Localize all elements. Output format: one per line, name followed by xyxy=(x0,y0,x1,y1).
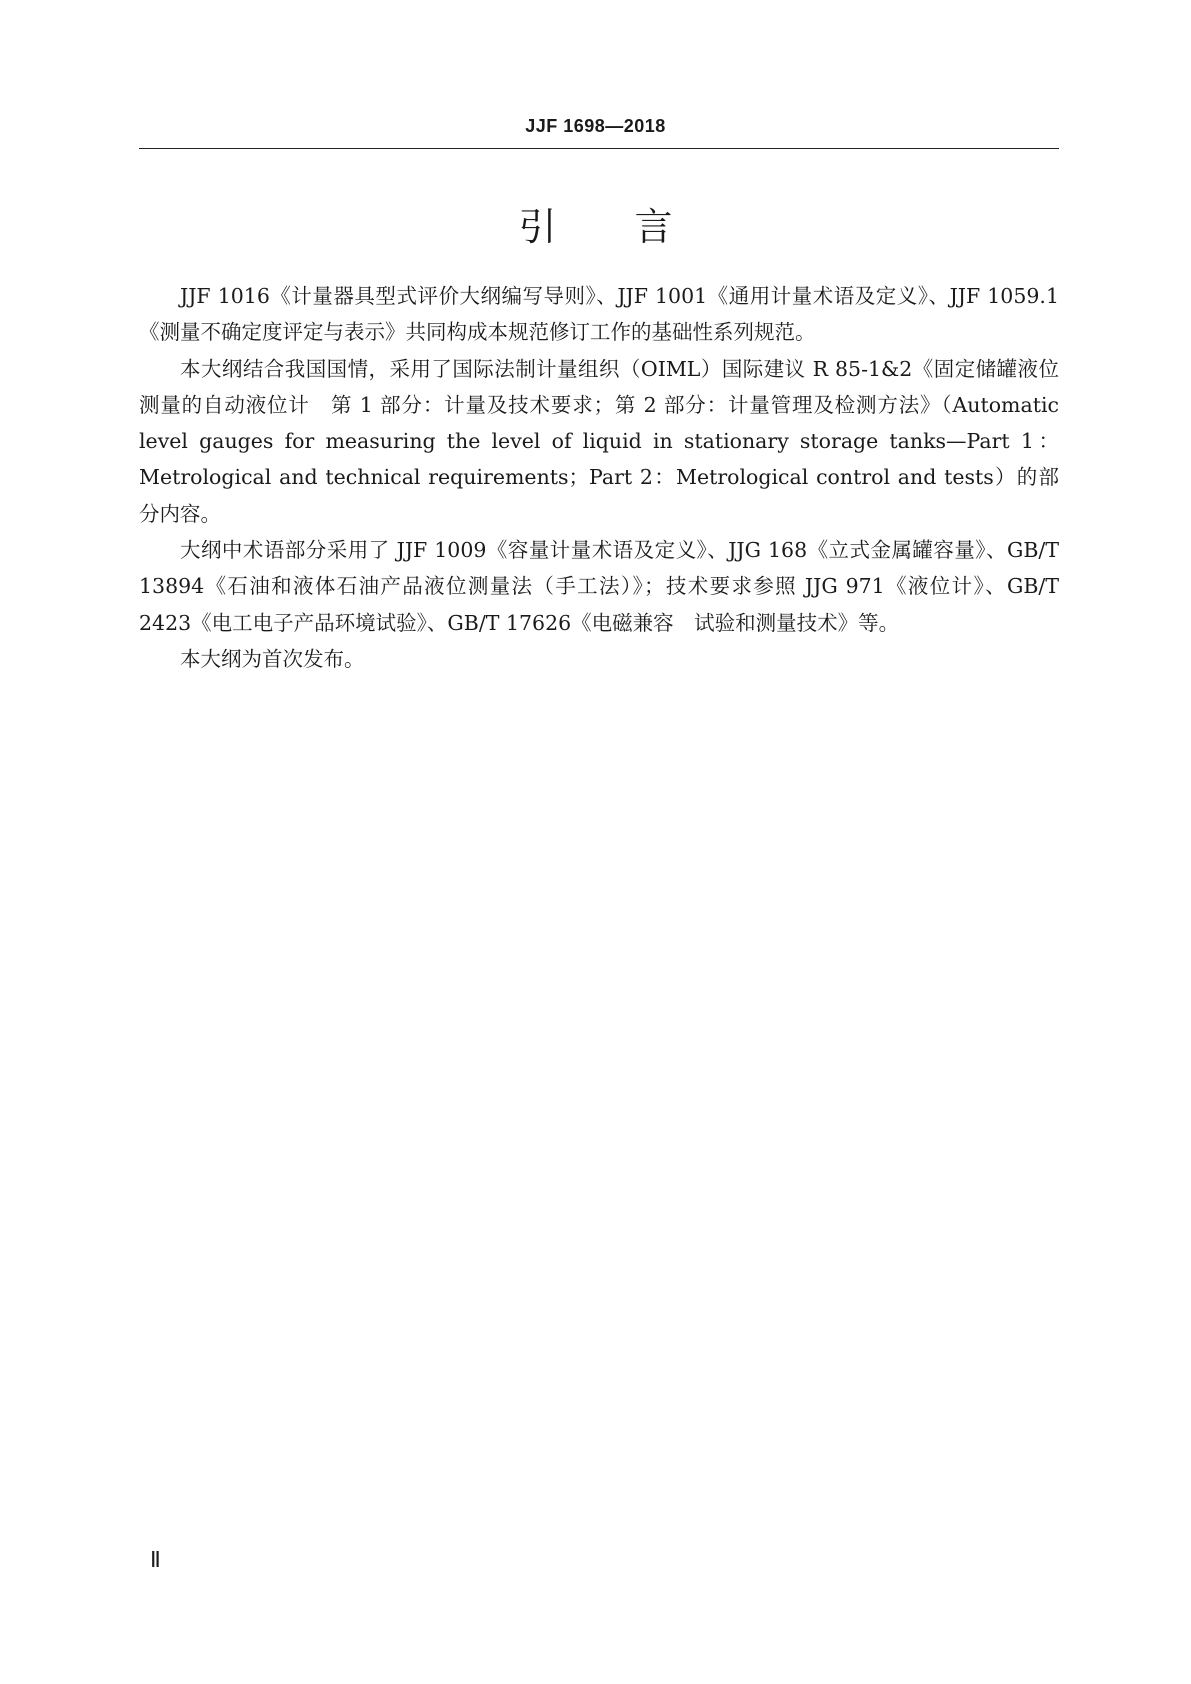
standard-code-header: JJF 1698—2018 xyxy=(525,116,666,136)
paragraph-2: 本大纲结合我国国情，采用了国际法制计量组织（OIML）国际建议 R 85-1&2《固定储罐液位测量的自动液位计 第 1 部分：计量及技术要求；第 2 部分：计量管理及检测方法》（Automatic level gauges for measuring the level of liquid in stationary storage tanks—Part 1：Metrological and technical requirements；Part 2：Metrological control and tests）的部分内容。 xyxy=(139,356,1059,526)
header-divider xyxy=(139,148,1059,149)
page-title: 引言 xyxy=(518,205,751,249)
paragraph-4: 本大纲为首次发布。 xyxy=(180,646,365,671)
page-number: Ⅱ xyxy=(150,1547,161,1572)
paragraph-1: JJF 1016《计量器具型式评价大纲编写导则》、JJF 1001《通用计量术语及定义》、JJF 1059.1《测量不确定度评定与表示》共同构成本规范修订工作的基础性系列规范。 xyxy=(139,284,1059,345)
body-text xyxy=(139,278,1059,677)
paragraph-3: 大纲中术语部分采用了 JJF 1009《容量计量术语及定义》、JJG 168《立式金属罐容量》、GB/T 13894《石油和液体石油产品液位测量法（手工法）》；技术要求参照 JJG 971《液位计》、GB/T 2423《电工电子产品环境试验》、GB/T 17626《电磁兼容 试验和测量技术》等。 xyxy=(139,538,1059,635)
